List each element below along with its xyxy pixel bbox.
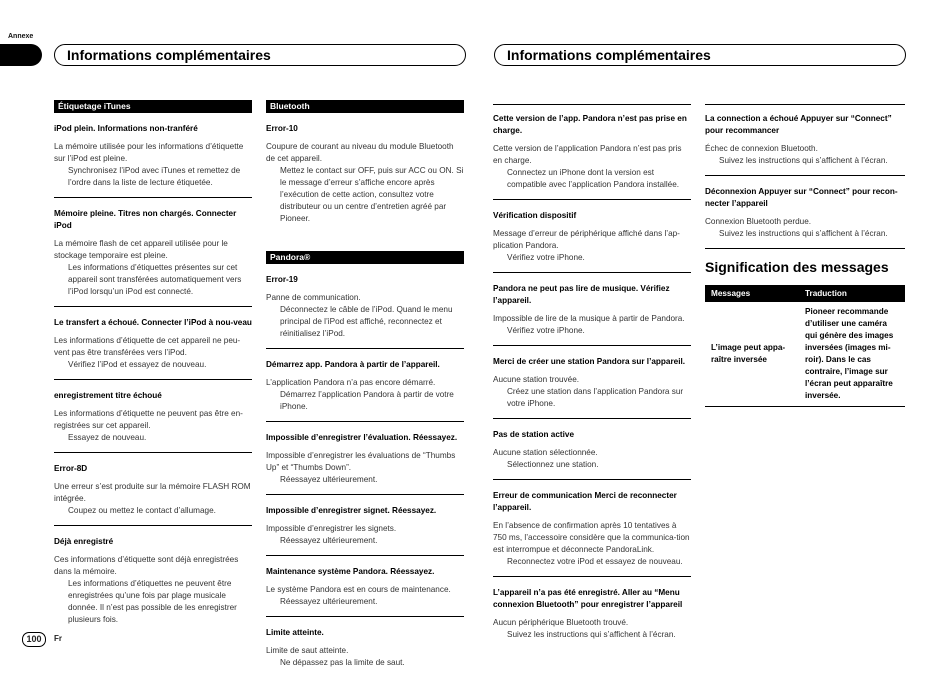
entry-action: Vérifiez l’iPod et essayez de nouveau.	[68, 360, 207, 369]
entry-action: Reconnectez votre iPod et essayez de nouveau.	[507, 557, 683, 566]
entry-action: Essayez de nouveau.	[68, 433, 147, 442]
entry-action: Suivez les instructions qui s’affichent à l’écran.	[719, 156, 888, 165]
header-right: Informations complémentaires	[494, 44, 906, 66]
entry-cause: Impossible d’enregistrer les évaluations de “Thumbs Up” et “Thumbs Down”.	[266, 451, 456, 472]
section-bar-pandora: Pandora®	[266, 251, 464, 264]
entry-cause: Panne de communication.	[266, 293, 361, 302]
entry-action: Réessayez ultérieurement.	[280, 597, 378, 606]
entry-title: Limite atteinte.	[266, 628, 324, 637]
entry-title: La connection a échoué Appuyer sur “Connect” pour recommancer	[705, 114, 892, 135]
message-entry	[54, 390, 252, 453]
entry-title: Vérification dispositif	[493, 211, 577, 220]
entry-title: Cette version de l’app. Pandora n’est pas prise en charge.	[493, 114, 687, 135]
entry-title: iPod plein. Informations non-tranféré	[54, 124, 198, 133]
entry-title: Pandora ne peut pas lire de musique. Vérifiez l’appareil.	[493, 284, 670, 305]
entry-cause: La mémoire utilisée pour les informations d’étiquette sur l’iPod est pleine.	[54, 142, 244, 163]
entry-cause: Connexion Bluetooth perdue.	[705, 217, 812, 226]
entry-title: Déconnexion Appuyer sur “Connect” pour recon-necter l’appareil	[705, 187, 898, 208]
entry-title: Error-8D	[54, 464, 88, 473]
column-3	[493, 100, 691, 659]
entry-action: Réessayez ultérieurement.	[280, 536, 378, 545]
col4-entries	[705, 113, 905, 249]
message-entry	[266, 566, 464, 617]
entry-cause: Les informations d’étiquette ne peuvent pas être en-registrées sur cet appareil.	[54, 409, 243, 430]
section-bar-itunes: Étiquetage iTunes	[54, 100, 252, 113]
entry-cause: L’application Pandora n’a pas encore démarré.	[266, 378, 436, 387]
entry-action: Vérifiez votre iPhone.	[507, 253, 585, 262]
column-4-top-rule	[705, 104, 905, 105]
entry-title: Impossible d’enregistrer signet. Réessayez.	[266, 506, 437, 515]
language-code: Fr	[54, 634, 62, 643]
annexe-label: Annexe	[8, 33, 34, 40]
entry-title: Démarrez app. Pandora à partir de l’appareil.	[266, 360, 440, 369]
entry-action: Connectez un iPhone dont la version est compatible avec l’application Pandora installée.	[507, 168, 680, 189]
message-entry	[493, 210, 691, 273]
entry-action: Ne dépassez pas la limite de saut.	[280, 658, 405, 667]
entry-action: Déconnectez le câble de l’iPod. Quand le menu principal de l’iPod est affiché, reconnectez et réinitialisez l’iPod.	[280, 305, 453, 338]
col1-entries	[54, 123, 252, 634]
entry-cause: Le système Pandora est en cours de maintenance.	[266, 585, 451, 594]
message-entry	[493, 113, 691, 200]
entry-action: Coupez ou mettez le contact d’allumage.	[68, 506, 216, 515]
entry-cause: Échec de connexion Bluetooth.	[705, 144, 818, 153]
entry-cause: Message d’erreur de périphérique affiché dans l’ap-plication Pandora.	[493, 229, 680, 250]
column-4	[705, 100, 905, 407]
message-entry	[266, 359, 464, 422]
entry-action: Réessayez ultérieurement.	[280, 475, 378, 484]
section-bar-bluetooth: Bluetooth	[266, 100, 464, 113]
entry-cause: Coupure de courant au niveau du module Bluetooth de cet appareil.	[266, 142, 454, 163]
message-entry	[54, 536, 252, 634]
entry-title: Error-19	[266, 275, 298, 284]
entry-action: Créez une station dans l’application Pandora sur votre iPhone.	[507, 387, 684, 408]
entry-action: Synchronisez l’iPod avec iTunes et remettez de l’ordre dans la liste de lecture étiquetée.	[68, 166, 241, 187]
entry-title: Le transfert a échoué. Connecter l’iPod à nou-veau	[54, 318, 252, 327]
column-1	[54, 100, 252, 644]
entry-cause: Impossible d’enregistrer les signets.	[266, 524, 397, 533]
message-entry	[266, 627, 464, 677]
entry-action: Vérifiez votre iPhone.	[507, 326, 585, 335]
message-entry	[266, 123, 464, 233]
col3-entries	[493, 113, 691, 649]
entry-cause: La mémoire flash de cet appareil utilisée pour le stockage temporaire est pleine.	[54, 239, 228, 260]
signification-heading: Signification des messages	[705, 259, 889, 275]
table-cell-translation: Pioneer recommande d’utiliser une caméra qui génère des images inversées (images mi-roir). Dans le cas contraire, l’image sur l’écran peut apparaître inversée.	[805, 307, 894, 400]
entry-action: Suivez les instructions qui s’affichent à l’écran.	[507, 630, 676, 639]
entry-cause: Limite de saut atteinte.	[266, 646, 349, 655]
entry-action: Mettez le contact sur OFF, puis sur ACC ou ON. Si le message d’erreur s’affiche encore après l’exécution de cette action, consultez votre distributeur ou un centre d’entretien agréé par Pioneer.	[280, 166, 464, 223]
message-entry	[493, 587, 691, 649]
message-entry	[493, 356, 691, 419]
message-entry	[54, 123, 252, 198]
table-cell-message: L’image peut appa-raître inversée	[711, 343, 786, 364]
entry-cause: Les informations d’étiquette de cet appareil ne peu-vent pas être transférées vers l’iPod.	[54, 336, 241, 357]
message-entry	[493, 429, 691, 480]
entry-action: Les informations d’étiquettes ne peuvent être enregistrées qu’une fois par plage musicale donnée. Il n’est pas possible de les enregistrer plusieurs fois.	[68, 579, 237, 624]
entry-title: Error-10	[266, 124, 298, 133]
message-entry	[266, 274, 464, 349]
entry-cause: Cette version de l’application Pandora n’est pas pris en charge.	[493, 144, 682, 165]
messages-table-wrap	[705, 285, 905, 407]
table-header-traduction: Traduction	[799, 285, 905, 302]
entry-cause: Une erreur s’est produite sur la mémoire FLASH ROM intégrée.	[54, 482, 251, 503]
message-entry	[266, 505, 464, 556]
message-entry	[493, 283, 691, 346]
entry-title: Maintenance système Pandora. Réessayez.	[266, 567, 435, 576]
entry-action: Les informations d’étiquettes présentes sur cet appareil sont transférées automatiquement vers l’iPod lorsqu’un iPod est connecté.	[68, 263, 242, 296]
entry-title: Pas de station active	[493, 430, 574, 439]
message-entry	[54, 208, 252, 307]
entry-title: Merci de créer une station Pandora sur l’appareil.	[493, 357, 686, 366]
entry-title: enregistrement titre échoué	[54, 391, 162, 400]
entry-title: L’appareil n’a pas été enregistré. Aller au “Menu connexion Bluetooth” pour enregistrer l’appareil	[493, 588, 683, 609]
table-row	[705, 302, 905, 406]
page-number: 100	[22, 632, 46, 647]
column-2	[266, 100, 464, 687]
message-entry	[54, 317, 252, 380]
side-tab-marker	[0, 44, 42, 66]
message-entry	[266, 432, 464, 495]
table-header-messages: Messages	[705, 285, 799, 302]
message-entry	[493, 490, 691, 577]
entry-cause: En l’absence de confirmation après 10 tentatives à 750 ms, l’accessoire considère que la communica-tion est interrompue et déconnecte PandoraLink.	[493, 521, 690, 554]
entry-cause: Impossible de lire de la musique à partir de Pandora.	[493, 314, 685, 323]
col2-pandora-entries	[266, 274, 464, 677]
entry-cause: Ces informations d’étiquette sont déjà enregistrées dans la mémoire.	[54, 555, 239, 576]
message-entry	[54, 463, 252, 526]
entry-title: Erreur de communication Merci de reconnecter l’appareil.	[493, 491, 677, 512]
column-3-top-rule	[493, 104, 691, 105]
message-entry	[705, 186, 905, 249]
header-left: Informations complémentaires	[54, 44, 466, 66]
col2-bluetooth-entries	[266, 123, 464, 233]
entry-action: Démarrez l’application Pandora à partir de votre iPhone.	[280, 390, 454, 411]
entry-cause: Aucun périphérique Bluetooth trouvé.	[493, 618, 629, 627]
entry-cause: Aucune station trouvée.	[493, 375, 580, 384]
entry-action: Suivez les instructions qui s’affichent à l’écran.	[719, 229, 888, 238]
entry-action: Sélectionnez une station.	[507, 460, 599, 469]
entry-title: Mémoire pleine. Titres non chargés. Connecter iPod	[54, 209, 237, 230]
entry-cause: Aucune station sélectionnée.	[493, 448, 598, 457]
entry-title: Déjà enregistré	[54, 537, 114, 546]
messages-table	[705, 285, 905, 406]
message-entry	[705, 113, 905, 176]
entry-title: Impossible d’enregistrer l’évaluation. Réessayez.	[266, 433, 458, 442]
